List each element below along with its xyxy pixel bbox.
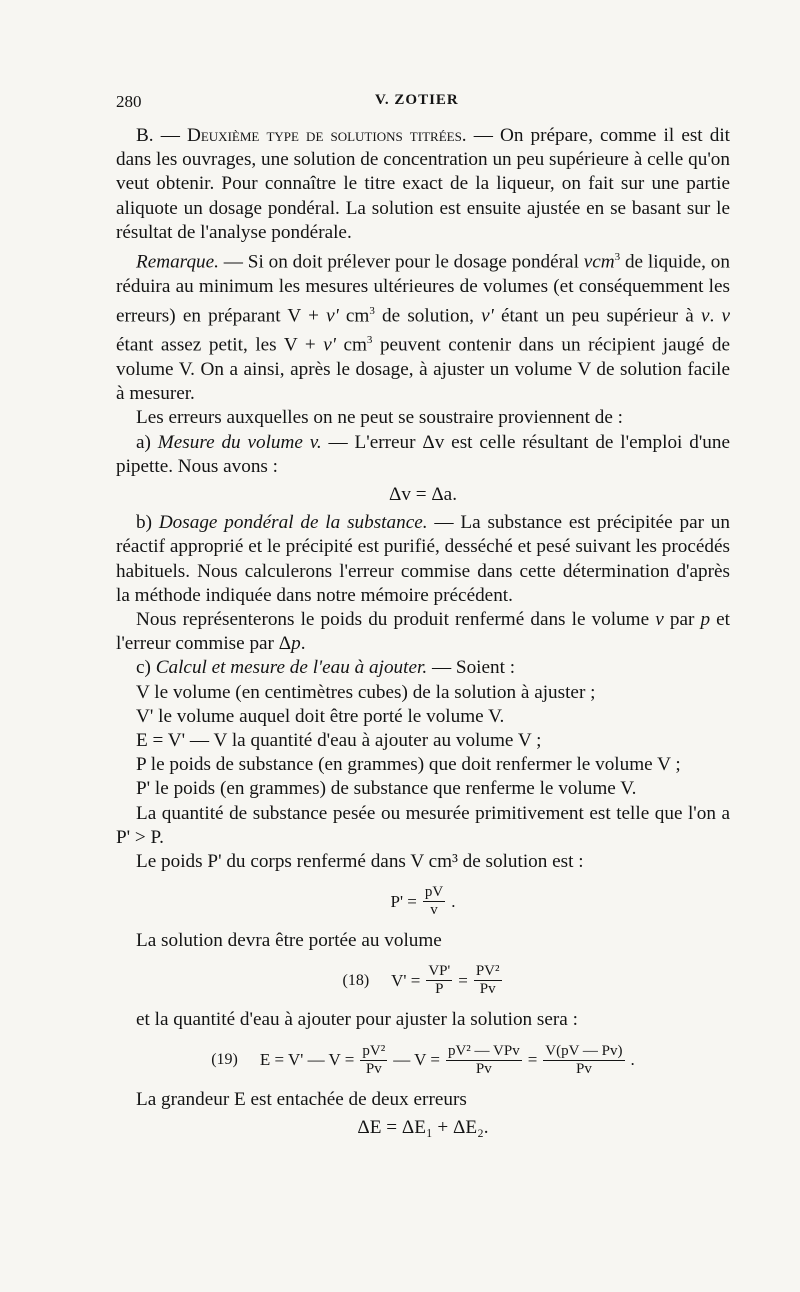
poids-text-4: . <box>300 633 306 655</box>
eq-19-fraction-3 <box>543 1043 624 1078</box>
item-c-paragraph <box>116 656 730 680</box>
item-b-title: Dosage pondéral de la substance. <box>158 512 428 534</box>
definition-line: E = V' — V la quantité d'eau à ajouter au volume V ; <box>136 730 542 752</box>
remarque-v-2: v' <box>481 305 494 327</box>
equation-18 <box>116 963 730 998</box>
eq-19-f1-den: Pv <box>365 1060 382 1077</box>
definition-line: V' le volume auquel doit être porté le volume V. <box>136 705 505 727</box>
item-a-paragraph <box>116 431 730 479</box>
eq-19-end: . <box>630 1050 635 1070</box>
eq-19-equals: = <box>527 1050 538 1070</box>
section-b-paragraph <box>116 124 730 245</box>
remarque-v-4: v <box>721 305 731 327</box>
eq-19-fraction-1 <box>360 1043 387 1078</box>
eq-pprime-den: v <box>430 902 438 919</box>
eq-19-mid: — V = <box>393 1050 440 1070</box>
eq-18-f2-den: Pv <box>479 981 496 998</box>
eq-19-fraction-2 <box>446 1043 522 1078</box>
eq-19-f2-num: pV² — VPv <box>447 1042 520 1059</box>
remarque-text-4: étant un peu supérieur à <box>493 305 701 327</box>
poids-text-1: Nous représenterons le poids du produit renfermé dans le volume <box>136 609 656 631</box>
eq-18-number: (18) <box>342 971 370 989</box>
eq-19-f3-den: Pv <box>575 1060 592 1077</box>
eq-18-f1-den: P <box>435 981 444 998</box>
poids-text-3: et l'erreur commise par Δ <box>116 609 730 655</box>
item-a-title: Mesure du volume v. <box>157 431 322 453</box>
remarque-text-1: — Si on doit prélever pour le dosage pondéral <box>218 251 584 273</box>
item-c-prefix: c) <box>136 657 156 679</box>
eq-19-f2-den: Pv <box>475 1060 492 1077</box>
eq-pprime-num: pV <box>424 884 444 901</box>
remarque-label: Remarque. <box>136 251 219 273</box>
poids-text-2: par <box>663 609 701 631</box>
remarque-sup-2: 3 <box>369 304 375 317</box>
eau-paragraph: et la quantité d'eau à ajouter pour ajuster la solution sera : <box>136 1009 578 1031</box>
eq-pprime-lhs: P' = <box>390 891 417 911</box>
eq-18-fraction-1 <box>426 963 452 998</box>
eq-19-f1-num: pV² <box>362 1042 386 1059</box>
eq-18-equals: = <box>458 970 468 990</box>
item-a-text: — L'erreur Δv est celle résultant de l'emploi d'une pipette. Nous avons : <box>116 431 730 477</box>
poids-p: p <box>700 609 711 631</box>
poids-paragraph <box>116 608 730 656</box>
item-b-text: — La substance est précipitée par un réactif approprié et le précipité est purifié, desséché et pesé suivant les procédés habituels. Nous calculerons l'erreur commise dans cette détermination d'après la méthode indiquée dans notre mémoire précédent. <box>116 512 730 606</box>
remarque-cm-2: cm <box>335 334 367 356</box>
remarque-v-5: v' <box>323 334 336 356</box>
remarque-sup-1: 3 <box>614 251 621 264</box>
eq-18-f2-num: PV² <box>475 963 500 980</box>
remarque-paragraph <box>116 245 730 406</box>
eq-18-f1-num: VP' <box>428 963 451 980</box>
remarque-text-2: de liquide, on réduira au minimum les mesures ultérieures de volumes (et conséquemment les erreurs) en préparant V + <box>116 251 730 327</box>
item-c-text: — Soient : <box>427 657 516 679</box>
quantite-paragraph: La quantité de substance pesée ou mesurée primitivement est telle que l'on a P' > P. <box>116 802 730 848</box>
item-c-title: Calcul et mesure de l'eau à ajouter. <box>155 657 428 679</box>
section-text: — On prépare, comme il est dit dans les ouvrages, une solution de concentration un peu supérieure à celle qu'on veut obtenir. Pour connaître le titre exact de la liqueur, on fait sur une partie aliquote un dosage pondéral. La solution est ensuite ajustée en se basant sur le résultat de l'analyse pondérale. <box>116 125 730 243</box>
eq-pprime-fraction <box>423 884 445 919</box>
eq-19-f3-num: V(pV — Pv) <box>545 1042 623 1059</box>
remarque-text-6: étant assez petit, les V + <box>116 334 324 356</box>
grandeur-paragraph: La grandeur E est entachée de deux erreurs <box>136 1088 467 1110</box>
definition-line: V le volume (en centimètres cubes) de la solution à ajuster ; <box>136 681 596 703</box>
remarque-sup-3: 3 <box>366 334 373 347</box>
page-header <box>0 92 800 116</box>
eq-19-lhs: E = V' — V = <box>259 1050 355 1070</box>
running-title: V. ZOTIER <box>375 92 459 108</box>
eq-19-number: (19) <box>211 1051 238 1069</box>
item-a-prefix: a) <box>136 431 158 453</box>
section-title: Deuxième type de solutions titrées. <box>187 125 467 146</box>
remarque-vcm: vcm <box>583 251 615 273</box>
remarque-text-5: . <box>709 305 722 327</box>
page-body <box>116 124 730 1144</box>
page-number: 280 <box>116 92 142 111</box>
equation-delta-e: ΔE = ΔE₁ + ΔE₂. <box>357 1116 489 1138</box>
eq-pprime-end: . <box>451 891 456 911</box>
poids-p-2: p <box>291 633 301 655</box>
remarque-text-7: peuvent contenir dans un récipient jaugé de volume V. On a ainsi, après le dosage, à ajuster un volume V de solution facile à mesurer. <box>116 334 730 405</box>
remarque-v-3: v <box>700 305 710 327</box>
equation-delta-v: Δv = Δa. <box>389 484 457 506</box>
errors-intro: Les erreurs auxquelles on ne peut se soustraire proviennent de : <box>136 407 623 429</box>
remarque-v-1: v' <box>326 305 339 327</box>
equation-pprime <box>116 884 730 919</box>
eq-18-fraction-2 <box>474 963 502 998</box>
solution-paragraph: La solution devra être portée au volume <box>136 930 442 952</box>
definition-line: P le poids de substance (en grammes) que doit renfermer le volume V ; <box>136 754 681 776</box>
definition-line: P' le poids (en grammes) de substance que renferme le volume V. <box>136 778 637 800</box>
remarque-text-3: de solution, <box>374 305 482 327</box>
item-b-prefix: b) <box>136 512 159 534</box>
remarque-cm-1: cm <box>338 305 370 327</box>
item-b-paragraph <box>116 511 730 608</box>
poids-corps-paragraph: Le poids P' du corps renfermé dans V cm³ de solution est : <box>136 851 584 873</box>
section-label: B. — <box>136 125 187 146</box>
equation-19 <box>116 1043 730 1078</box>
poids-v: v <box>655 609 664 631</box>
eq-18-lhs: V' = <box>391 970 421 990</box>
